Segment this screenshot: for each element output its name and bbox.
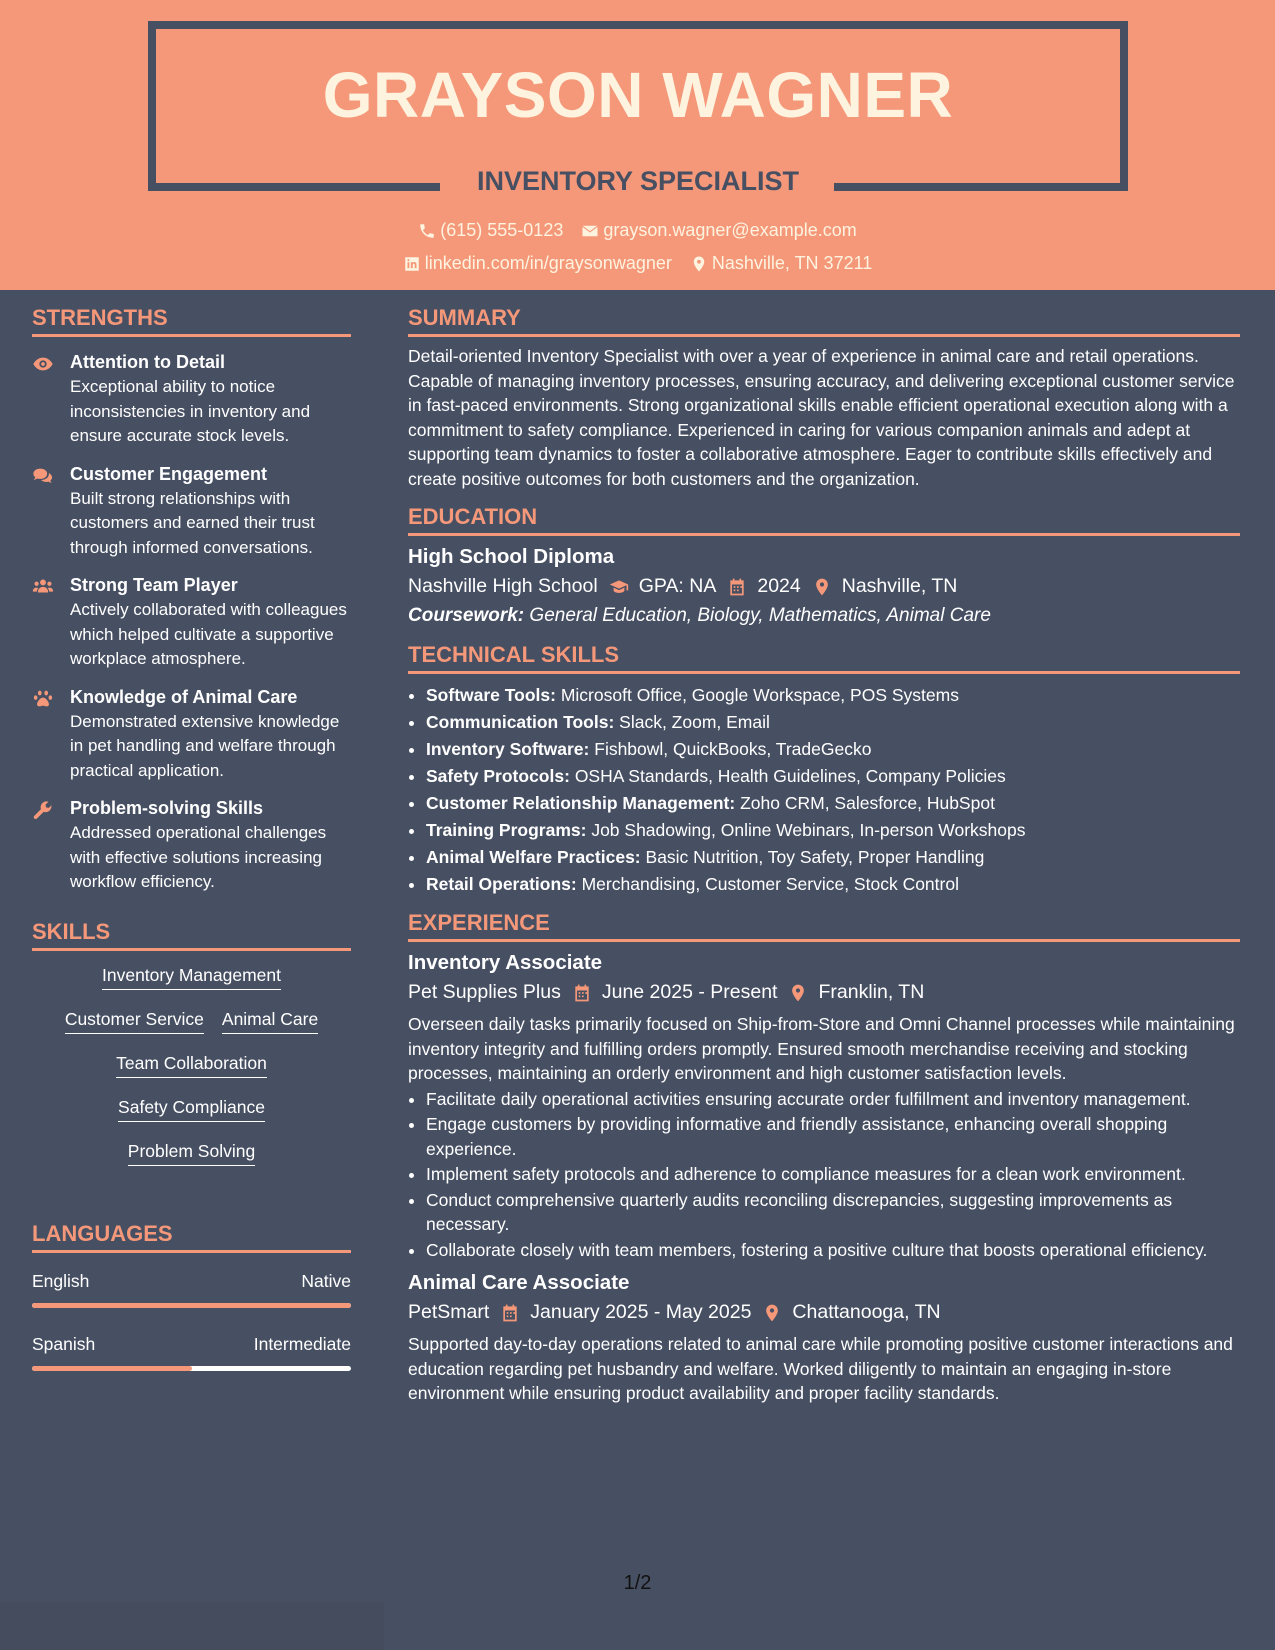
- language-level: Native: [301, 1270, 351, 1291]
- strength-title: Problem-solving Skills: [70, 798, 264, 818]
- job-location: Franklin, TN: [818, 981, 925, 1003]
- job-bullet: • Conduct comprehensive quarterly audits reconciling discrepancies, suggesting improvements as necessary.: [426, 1188, 1240, 1237]
- company-name: Pet Supplies Plus: [408, 981, 561, 1003]
- strength-desc: Actively collaborated with colleagues which helped cultivate a supportive workplace atmosphere.: [70, 600, 347, 668]
- strength-desc: Demonstrated extensive knowledge in pet handling and welfare through practical application.: [70, 711, 340, 780]
- tech-skill-item: [426, 709, 1240, 736]
- language-name: Spanish: [32, 1333, 96, 1354]
- strength-item: [32, 463, 351, 561]
- location-text: Nashville, TN 37211: [711, 253, 873, 273]
- coursework-label: Coursework:: [408, 605, 525, 626]
- calendar-icon: [727, 577, 747, 597]
- summary-heading: SUMMARY: [408, 305, 1240, 337]
- tech-skill-item: [426, 790, 1240, 817]
- skills-heading: SKILLS: [32, 919, 351, 951]
- language-level: Intermediate: [253, 1333, 351, 1354]
- tech-skill-label: Animal Welfare Practices:: [426, 847, 641, 867]
- strength-title: Strong Team Player: [70, 575, 238, 595]
- strengths-heading: STRENGTHS: [32, 305, 351, 337]
- school-name: Nashville High School: [408, 575, 598, 597]
- job-bullets: [408, 1087, 1240, 1263]
- skill-tag: Customer Service: [65, 1009, 204, 1034]
- strength-item: [32, 351, 351, 449]
- contact-phone[interactable]: [418, 220, 563, 241]
- technical-skills-list: [408, 682, 1240, 898]
- skill-tag: Problem Solving: [128, 1141, 255, 1166]
- tech-skill-value: Zoho CRM, Salesforce, HubSpot: [740, 793, 995, 813]
- linkedin-text: linkedin.com/in/graysonwagner: [424, 253, 672, 273]
- job-title: Animal Care Associate: [408, 1271, 630, 1294]
- strength-desc: Addressed operational challenges with effective solutions increasing workflow efficiency.: [70, 823, 327, 891]
- language-item: [32, 1334, 351, 1371]
- phone-icon: [418, 222, 436, 240]
- tech-skill-label: Training Programs:: [426, 820, 587, 840]
- contact-location: [690, 253, 872, 274]
- tech-skill-label: Software Tools:: [426, 685, 556, 705]
- job-meta: [408, 1301, 1240, 1324]
- email-text: grayson.wagner@example.com: [603, 220, 857, 240]
- tech-skill-label: Safety Protocols:: [426, 766, 570, 786]
- language-bar: [32, 1303, 351, 1308]
- language-item: [32, 1271, 351, 1308]
- language-name: English: [32, 1270, 90, 1291]
- right-column: [408, 290, 1240, 1406]
- summary-text: Detail-oriented Inventory Specialist with over a year of experience in animal care and retail operations. Capable of managing inventory processes, ensuring accuracy, and delivering exceptional customer service in fast-paced environments. Strong organizational skills enable efficient operational execution along with a commitment to safety compliance. Experienced in caring for various companion animals and adept at supporting team dynamics to foster a collaborative atmosphere. Eager to contribute skills effectively and create positive outcomes for both customers and the organization.: [408, 346, 1235, 489]
- comments-icon: [32, 465, 54, 487]
- language-bar-fill: [32, 1303, 351, 1308]
- strength-item: [32, 797, 351, 895]
- tech-skill-label: Retail Operations:: [426, 874, 577, 894]
- tech-skill-value: Basic Nutrition, Toy Safety, Proper Handling: [645, 847, 985, 867]
- tech-skill-value: Job Shadowing, Online Webinars, In-person Workshops: [591, 820, 1026, 840]
- tech-skill-item: [426, 844, 1240, 871]
- job-title-heading: INVENTORY SPECIALIST: [476, 166, 800, 196]
- phone-text: (615) 555-0123: [440, 220, 564, 240]
- strength-desc: Exceptional ability to notice inconsistencies in inventory and ensure accurate stock levels.: [70, 377, 311, 445]
- job-bullet: • Collaborate closely with team members, fostering a positive culture that boosts operational efficiency.: [426, 1238, 1240, 1263]
- education-heading: EDUCATION: [408, 504, 1240, 536]
- job-entry: [408, 1271, 1240, 1406]
- eye-icon: [32, 353, 54, 375]
- skill-tag: Team Collaboration: [116, 1053, 267, 1078]
- tech-skill-label: Customer Relationship Management:: [426, 793, 736, 813]
- gpa-text: GPA: NA: [638, 575, 717, 597]
- left-column: [32, 290, 351, 1371]
- page-number: 1/2: [623, 1572, 652, 1594]
- tech-skill-value: Microsoft Office, Google Workspace, POS Systems: [560, 685, 959, 705]
- strength-item: [32, 574, 351, 672]
- strength-title: Knowledge of Animal Care: [70, 686, 298, 707]
- skill-tag: Inventory Management: [102, 965, 281, 990]
- paw-icon: [32, 688, 54, 710]
- strength-desc: Built strong relationships with customers and earned their trust through informed conversations.: [70, 488, 315, 557]
- map-marker-icon: [812, 577, 832, 597]
- contact-linkedin[interactable]: [403, 253, 672, 274]
- wrench-icon: [32, 799, 54, 821]
- tech-skill-value: OSHA Standards, Health Guidelines, Company Policies: [574, 766, 1006, 786]
- job-bullet: • Engage customers by providing informative and friendly assistance, enhancing overall shopping experience.: [426, 1112, 1240, 1161]
- tech-skill-item: [426, 682, 1240, 709]
- job-description: Overseen daily tasks primarily focused on Ship-from-Store and Omni Channel processes while maintaining inventory integrity and fulfilling orders promptly. Ensured smooth merchandise receiving and stocking processes, maintaining an orderly environment and high customer satisfaction levels.: [408, 1014, 1235, 1083]
- education-meta: [408, 575, 1240, 598]
- graduation-year: 2024: [757, 575, 801, 597]
- language-bar-fill: [32, 1366, 192, 1371]
- tech-skill-label: Inventory Software:: [426, 739, 590, 759]
- job-meta: [408, 981, 1240, 1004]
- users-icon: [32, 576, 54, 598]
- bottom-shade: [0, 1602, 384, 1650]
- graduation-cap-icon: [609, 577, 629, 597]
- job-bullet: • Implement safety protocols and adherence to compliance measures for a clean work environment.: [426, 1162, 1240, 1187]
- tech-skill-item: [426, 871, 1240, 898]
- job-dates: June 2025 - Present: [601, 981, 778, 1003]
- skills-list: [32, 965, 351, 1185]
- job-location: Chattanooga, TN: [792, 1301, 941, 1323]
- job-bullet: • Facilitate daily operational activities ensuring accurate order fulfillment and inventory management.: [426, 1087, 1240, 1112]
- strength-title: Customer Engagement: [70, 463, 268, 484]
- tech-skill-value: Slack, Zoom, Email: [619, 712, 770, 732]
- strength-title: Attention to Detail: [70, 352, 225, 372]
- job-description: Supported day-to-day operations related to animal care while promoting positive customer interactions and education regarding pet husbandry and welfare. Worked diligently to maintain an engaging in-store environment while ensuring product availability and proper facility standards.: [408, 1334, 1233, 1403]
- school-location: Nashville, TN: [841, 575, 958, 597]
- skill-tag: Animal Care: [222, 1009, 318, 1034]
- tech-skill-item: [426, 763, 1240, 790]
- linkedin-icon: [403, 255, 421, 273]
- calendar-icon: [500, 1303, 520, 1323]
- languages-heading: LANGUAGES: [32, 1221, 351, 1253]
- header: [0, 0, 1275, 290]
- coursework-text: General Education, Biology, Mathematics, Animal Care: [529, 605, 991, 626]
- calendar-icon: [572, 983, 592, 1003]
- tech-skill-value: Fishbowl, QuickBooks, TradeGecko: [594, 739, 872, 759]
- experience-heading: EXPERIENCE: [408, 910, 1240, 942]
- contact-email[interactable]: [581, 220, 856, 241]
- map-marker-icon: [762, 1303, 782, 1323]
- language-bar: [32, 1366, 351, 1371]
- strength-item: [32, 686, 351, 784]
- tech-skill-item: [426, 736, 1240, 763]
- map-marker-icon: [690, 255, 708, 273]
- contact-row-2: [0, 253, 1275, 274]
- coursework: [408, 605, 1240, 627]
- tech-skill-item: [426, 817, 1240, 844]
- tech-skill-label: Communication Tools:: [426, 712, 615, 732]
- contact-row-1: [0, 220, 1275, 241]
- technical-skills-heading: TECHNICAL SKILLS: [408, 642, 1240, 674]
- job-dates: January 2025 - May 2025: [530, 1301, 752, 1323]
- map-marker-icon: [788, 983, 808, 1003]
- degree-title: High School Diploma: [408, 545, 615, 568]
- job-title: Inventory Associate: [408, 951, 603, 974]
- company-name: PetSmart: [408, 1301, 490, 1323]
- envelope-icon: [581, 222, 599, 240]
- skill-tag: Safety Compliance: [118, 1097, 265, 1122]
- job-entry: [408, 951, 1240, 1262]
- tech-skill-value: Merchandising, Customer Service, Stock Control: [581, 874, 959, 894]
- candidate-name: GRAYSON WAGNER: [322, 59, 954, 131]
